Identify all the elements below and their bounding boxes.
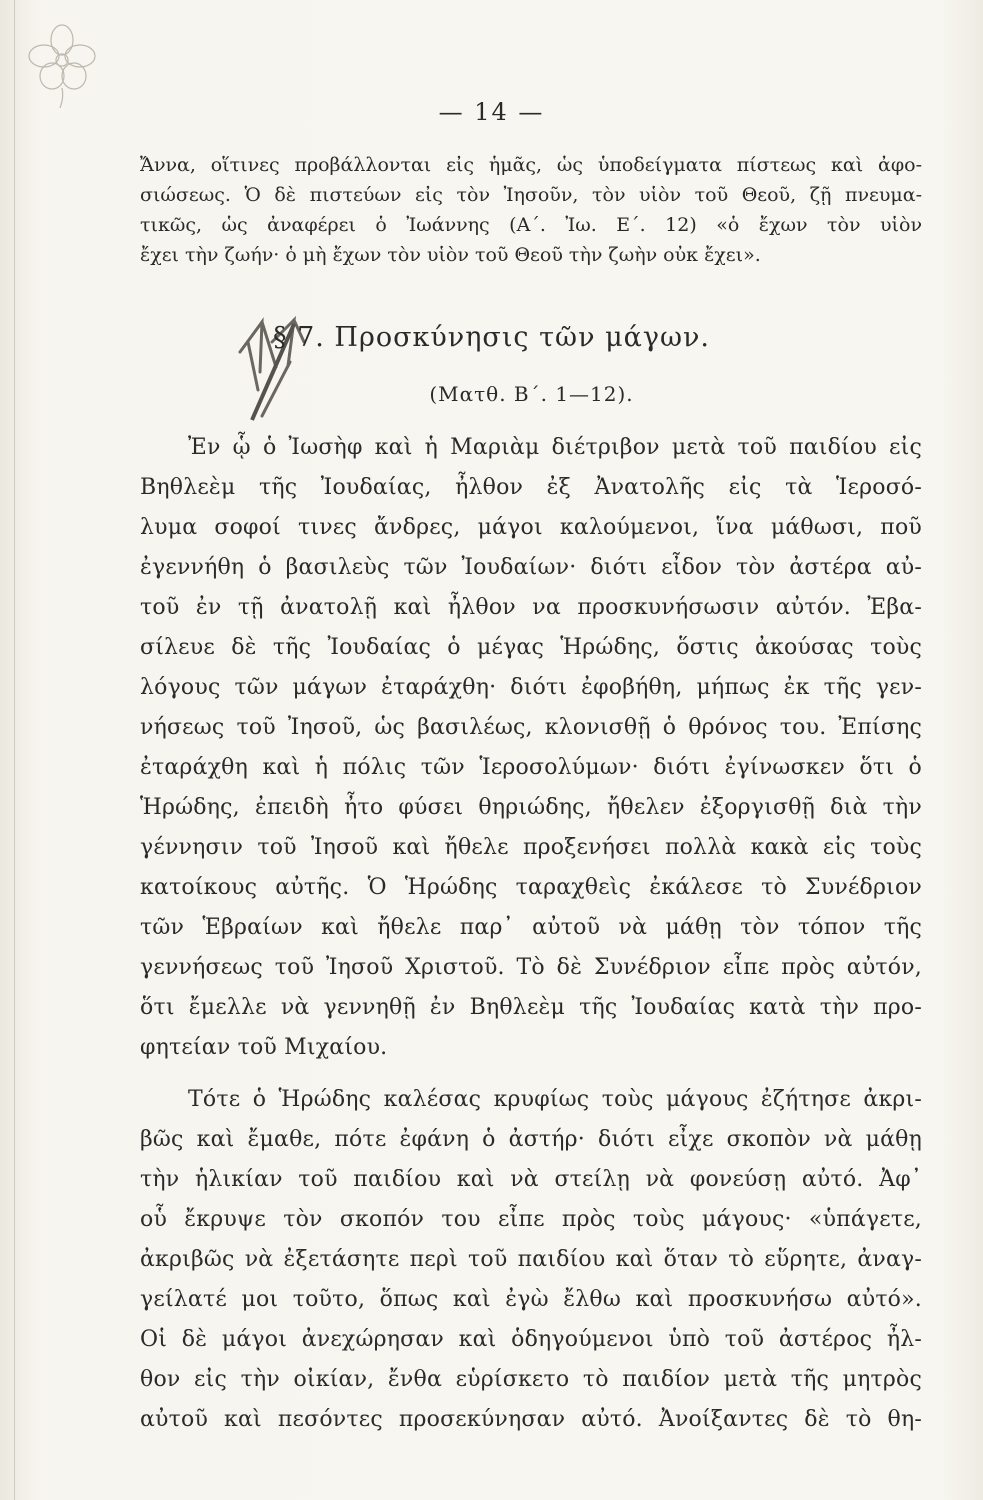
- text-line: ἔχει τὴν ζωήν· ὁ μὴ ἔχων τὸν υἱὸν τοῦ Θεοῦ τὴν ζωὴν οὐκ ἔχει».: [140, 244, 761, 266]
- text-line: σιώσεως. Ὁ δὲ πιστεύων εἰς τὸν Ἰησοῦν, τὸν υἱὸν τοῦ Θεοῦ, ζῇ πνευμα-: [140, 184, 922, 206]
- text-line: ἐταράχθη καὶ ἡ πόλις τῶν Ἱεροσολύμων· διότι ἐγίνωσκεν ὅτι ὁ: [140, 755, 922, 780]
- pencil-flower-doodle: [22, 18, 102, 108]
- paragraph-1: [140, 428, 922, 1068]
- section-heading: § 7. Προσκύνησις τῶν μάγων.: [272, 322, 710, 353]
- text-line: ἀκριβῶς νὰ ἐξετάσητε περὶ τοῦ παιδίου καὶ ὅταν τὸ εὕρητε, ἀναγ-: [140, 1247, 922, 1272]
- intro-paragraph: [140, 150, 922, 270]
- text-line: Ἐν ᾧ ὁ Ἰωσὴφ καὶ ἡ Μαριὰμ διέτριβον μετὰ τοῦ παιδίου εἰς: [188, 435, 922, 460]
- text-line: Τότε ὁ Ἡρώδης καλέσας κρυφίως τοὺς μάγους ἐζήτησε ἀκρι-: [188, 1087, 922, 1112]
- text-line: τῶν Ἑβραίων καὶ ἤθελε παρ᾽ αὐτοῦ νὰ μάθῃ τὸν τόπον τῆς: [140, 915, 922, 940]
- text-line: Ἄννα, οἵτινες προβάλλονται εἰς ἡμᾶς, ὡς ὑποδείγματα πίστεως καὶ ἀφο-: [140, 154, 922, 176]
- text-line: λόγους τῶν μάγων ἐταράχθη· διότι ἐφοβήθη, μήπως ἐκ τῆς γεν-: [140, 675, 922, 700]
- text-line: κατοίκους αὐτῆς. Ὁ Ἡρώδης ταραχθεὶς ἐκάλεσε τὸ Συνέδριον: [140, 875, 922, 900]
- paragraph-2: [140, 1080, 922, 1440]
- page-number: — 14 —: [438, 98, 545, 126]
- text-line: γείλατέ μοι τοῦτο, ὅπως καὶ ἐγὼ ἔλθω καὶ προσκυνήσω αὐτό».: [140, 1287, 922, 1312]
- text-line: ὅτι ἔμελλε νὰ γεννηθῇ ἐν Βηθλεὲμ τῆς Ἰουδαίας κατὰ τὴν προ-: [140, 995, 922, 1020]
- text-line: Βηθλεὲμ τῆς Ἰουδαίας, ἦλθον ἐξ Ἀνατολῆς εἰς τὰ Ἱεροσό-: [140, 475, 922, 500]
- text-line: τικῶς, ὡς ἀναφέρει ὁ Ἰωάννης (Α΄. Ἰω. Ε΄. 12) «ὁ ἔχων τὸν υἱὸν: [140, 214, 922, 236]
- text-line: ἐγεννήθη ὁ βασιλεὺς τῶν Ἰουδαίων· διότι εἶδον τὸν ἀστέρα αὐ-: [140, 555, 922, 580]
- text-line: νήσεως τοῦ Ἰησοῦ, ὡς βασιλέως, κλονισθῇ ὁ θρόνος του. Ἐπίσης: [140, 715, 922, 740]
- binding-edge: [14, 0, 15, 1500]
- text-line: βῶς καὶ ἔμαθε, πότε ἐφάνη ὁ ἀστήρ· διότι εἶχε σκοπὸν νὰ μάθῃ: [140, 1127, 922, 1152]
- text-line: οὗ ἔκρυψε τὸν σκοπόν του εἶπε πρὸς τοὺς μάγους· «ὑπάγετε,: [140, 1207, 922, 1232]
- text-line: τοῦ ἐν τῇ ἀνατολῇ καὶ ἦλθον να προσκυνήσωσιν αὐτόν. Ἐβα-: [140, 595, 922, 620]
- text-line: λυμα σοφοί τινες ἄνδρες, μάγοι καλούμενοι, ἵνα μάθωσι, ποῦ: [140, 515, 922, 540]
- text-line: θον εἰς τὴν οἰκίαν, ἔνθα εὑρίσκετο τὸ παιδίον μετὰ τῆς μητρὸς: [140, 1367, 922, 1392]
- text-line: σίλευε δὲ τῆς Ἰουδαίας ὁ μέγας Ἡρώδης, ὅστις ἀκούσας τοὺς: [140, 635, 922, 660]
- text-line: γεννήσεως τοῦ Ἰησοῦ Χριστοῦ. Τὸ δὲ Συνέδριον εἶπε πρὸς αὐτόν,: [140, 955, 922, 980]
- text-line: αὐτοῦ καὶ πεσόντες προσεκύνησαν αὐτό. Ἀνοίξαντες δὲ τὸ θη-: [140, 1407, 922, 1432]
- text-line: τὴν ἡλικίαν τοῦ παιδίου καὶ νὰ στείλῃ νὰ φονεύσῃ αὐτό. Ἀφ᾽: [140, 1167, 922, 1192]
- text-line: φητείαν τοῦ Μιχαίου.: [140, 1035, 388, 1060]
- scripture-reference: (Ματθ. Β΄. 1—12).: [429, 382, 634, 406]
- text-line: Ἡρώδης, ἐπειδὴ ἦτο φύσει θηριώδης, ἤθελεν ἐξοργισθῇ διὰ τὴν: [140, 795, 922, 820]
- text-line: γέννησιν τοῦ Ἰησοῦ καὶ ἤθελε προξενήσει πολλὰ κακὰ εἰς τοὺς: [140, 835, 922, 860]
- text-line: Οἱ δὲ μάγοι ἀνεχώρησαν καὶ ὁδηγούμενοι ὑπὸ τοῦ ἀστέρος ἦλ-: [140, 1327, 922, 1352]
